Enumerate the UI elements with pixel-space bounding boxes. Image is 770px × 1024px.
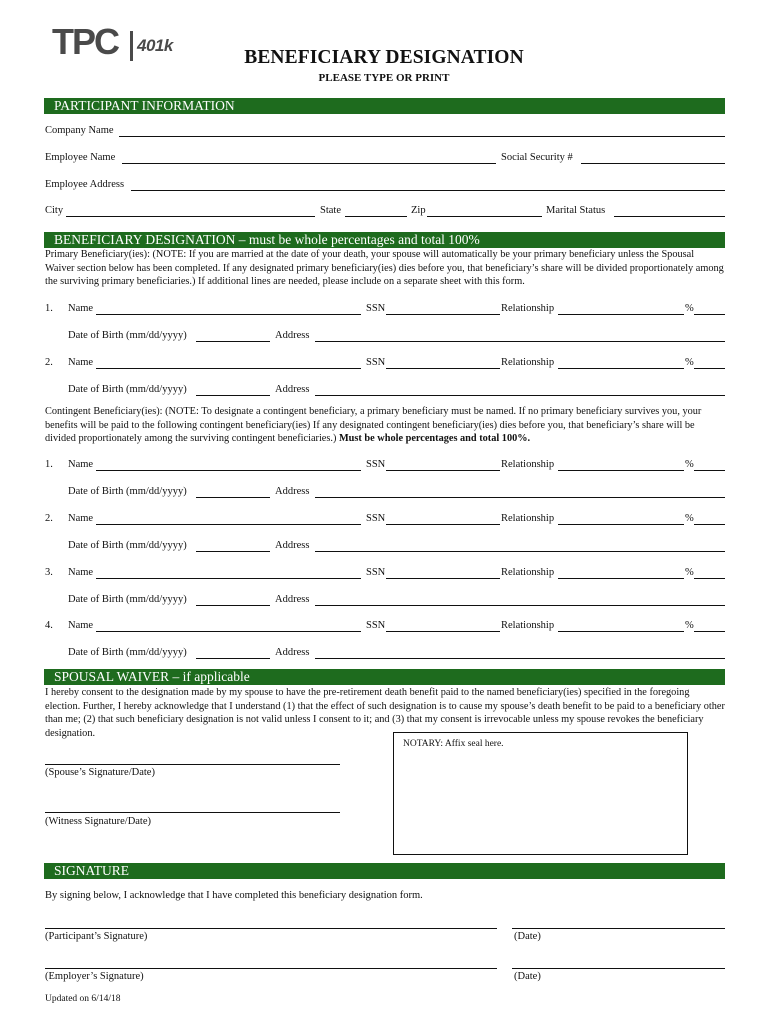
contingent-1-dob-field[interactable]: [196, 497, 270, 498]
primary-1-relationship-field[interactable]: [558, 314, 684, 315]
contingent-1-address-field[interactable]: [315, 497, 725, 498]
primary-2-address-field[interactable]: [315, 395, 725, 396]
contingent-4-dob-label: Date of Birth (mm/dd/yyyy): [68, 647, 187, 658]
section-beneficiary-heading: BENEFICIARY DESIGNATION – must be whole percentages and total 100%: [44, 232, 725, 248]
contingent-3-dob-label: Date of Birth (mm/dd/yyyy): [68, 594, 187, 605]
contingent-3-address-field[interactable]: [315, 605, 725, 606]
spousal-waiver-text: I hereby consent to the designation made by my spouse to have the pre-retirement death benefit paid to the named beneficiary(ies) specified in the foregoing election. Further, I hereby acknowledge that I understand (1) that the effect of such designation is to cause my spouse’s death benefit to be paid to a beneficiary other than me; (2) that such beneficiary designation is not valid unless I consent to it; and (3) that my consent is irrevocable unless my spouse revokes the beneficiary designation.: [45, 687, 725, 739]
contingent-4-number: 4.: [45, 620, 53, 631]
logo-divider: [130, 31, 133, 61]
contingent-2-dob-label: Date of Birth (mm/dd/yyyy): [68, 540, 187, 551]
contingent-3-percent-label: %: [685, 567, 694, 578]
employer-date-label: (Date): [514, 971, 541, 982]
contingent-1-ssn-label: SSN: [366, 459, 386, 470]
updated-date: Updated on 6/14/18: [45, 994, 121, 1004]
primary-1-relationship-label: Relationship: [501, 303, 555, 314]
marital-status-field[interactable]: [614, 216, 725, 217]
contingent-2-address-field[interactable]: [315, 551, 725, 552]
primary-2-number: 2.: [45, 357, 53, 368]
primary-2-dob-label: Date of Birth (mm/dd/yyyy): [68, 384, 187, 395]
contingent-4-relationship-label: Relationship: [501, 620, 555, 631]
primary-2-ssn-label: SSN: [366, 357, 386, 368]
contingent-2-relationship-field[interactable]: [558, 524, 684, 525]
notary-label: NOTARY: Affix seal here.: [403, 739, 504, 749]
contingent-3-name-field[interactable]: [96, 578, 361, 579]
state-field[interactable]: [345, 216, 407, 217]
contingent-note-bold: Must be whole percentages and total 100%.: [338, 433, 531, 445]
employee-name-field[interactable]: [122, 163, 496, 164]
contingent-1-number: 1.: [45, 459, 53, 470]
contingent-4-percent-label: %: [685, 620, 694, 631]
contingent-1-relationship-field[interactable]: [558, 470, 684, 471]
primary-1-percent-field[interactable]: [694, 314, 725, 315]
primary-2-percent-label: %: [685, 357, 694, 368]
contingent-3-relationship-label: Relationship: [501, 567, 555, 578]
contingent-4-ssn-label: SSN: [366, 620, 386, 631]
city-label: City: [45, 205, 64, 216]
contingent-1-dob-label: Date of Birth (mm/dd/yyyy): [68, 486, 187, 497]
participant-date-label: (Date): [514, 931, 541, 942]
contingent-3-address-label: Address: [275, 594, 310, 605]
contingent-2-name-field[interactable]: [96, 524, 361, 525]
employer-date-line[interactable]: [512, 968, 725, 969]
spouse-signature-line[interactable]: [45, 764, 340, 765]
primary-1-ssn-field[interactable]: [386, 314, 500, 315]
zip-label: Zip: [411, 205, 426, 216]
witness-signature-line[interactable]: [45, 812, 340, 813]
contingent-3-number: 3.: [45, 567, 53, 578]
contingent-4-relationship-field[interactable]: [558, 631, 684, 632]
primary-2-name-label: Name: [68, 357, 94, 368]
employee-address-field[interactable]: [131, 190, 725, 191]
contingent-2-ssn-field[interactable]: [386, 524, 500, 525]
company-name-field[interactable]: [119, 136, 725, 137]
contingent-1-relationship-label: Relationship: [501, 459, 555, 470]
marital-status-label: Marital Status: [546, 205, 606, 216]
contingent-4-ssn-field[interactable]: [386, 631, 500, 632]
primary-2-relationship-label: Relationship: [501, 357, 555, 368]
primary-beneficiary-note: Primary Beneficiary(ies): (NOTE: If you are married at the date of your death, your spouse will automatically be your primary beneficiary unless the Spousal Waiver section below has been completed. If any designated primary beneficiary(ies) dies before you, that beneficiary’s share will be divided proportionately among the surviving primary beneficiaries.) If additional lines are needed, please include on a separate sheet with this form.: [45, 249, 724, 288]
spouse-signature-label: (Spouse’s Signature/Date): [45, 767, 155, 778]
primary-1-percent-label: %: [685, 303, 694, 314]
contingent-1-name-field[interactable]: [96, 470, 361, 471]
contingent-1-name-label: Name: [68, 459, 94, 470]
contingent-4-dob-field[interactable]: [196, 658, 270, 659]
primary-1-number: 1.: [45, 303, 53, 314]
zip-field[interactable]: [427, 216, 542, 217]
contingent-note-text: Contingent Beneficiary(ies): (NOTE: To designate a contingent beneficiary, a primary beneficiary must be named. If no primary beneficiary survives you, your benefits will be paid to the following contingent beneficiary(ies) If any designated contingent beneficiary(ies) dies before you, that beneficiary’s share will be divided proportionately among the surviving contingent beneficiaries.): [45, 406, 702, 445]
state-label: State: [320, 205, 341, 216]
employee-name-label: Employee Name: [45, 152, 116, 163]
employer-signature-label: (Employer’s Signature): [45, 971, 144, 982]
primary-2-dob-field[interactable]: [196, 395, 270, 396]
participant-signature-label: (Participant’s Signature): [45, 931, 148, 942]
primary-2-ssn-field[interactable]: [386, 368, 500, 369]
contingent-2-relationship-label: Relationship: [501, 513, 555, 524]
contingent-3-ssn-label: SSN: [366, 567, 386, 578]
contingent-1-ssn-field[interactable]: [386, 470, 500, 471]
contingent-3-ssn-field[interactable]: [386, 578, 500, 579]
section-signature-heading: SIGNATURE: [44, 863, 725, 879]
company-name-label: Company Name: [45, 125, 114, 136]
participant-signature-line[interactable]: [45, 928, 497, 929]
contingent-1-address-label: Address: [275, 486, 310, 497]
primary-1-address-field[interactable]: [315, 341, 725, 342]
logo-tpc: TPC: [52, 21, 118, 62]
contingent-2-dob-field[interactable]: [196, 551, 270, 552]
primary-1-dob-label: Date of Birth (mm/dd/yyyy): [68, 330, 187, 341]
primary-2-name-field[interactable]: [96, 368, 361, 369]
primary-2-relationship-field[interactable]: [558, 368, 684, 369]
contingent-beneficiary-note: [45, 405, 725, 446]
signature-acknowledgement: By signing below, I acknowledge that I have completed this beneficiary designation form.: [45, 890, 423, 901]
contingent-3-percent-field[interactable]: [694, 578, 725, 579]
contingent-4-address-label: Address: [275, 647, 310, 658]
primary-1-name-field[interactable]: [96, 314, 361, 315]
contingent-2-percent-field[interactable]: [694, 524, 725, 525]
primary-1-address-label: Address: [275, 330, 310, 341]
logo-401k: 401k: [137, 36, 173, 55]
primary-1-ssn-label: SSN: [366, 303, 386, 314]
contingent-4-name-label: Name: [68, 620, 94, 631]
employee-address-label: Employee Address: [45, 179, 125, 190]
contingent-2-number: 2.: [45, 513, 53, 524]
contingent-1-percent-label: %: [685, 459, 694, 470]
employer-signature-line[interactable]: [45, 968, 497, 969]
contingent-4-name-field[interactable]: [96, 631, 361, 632]
contingent-2-address-label: Address: [275, 540, 310, 551]
participant-ssn-label: Social Security #: [501, 152, 573, 163]
contingent-2-name-label: Name: [68, 513, 94, 524]
primary-2-address-label: Address: [275, 384, 310, 395]
participant-ssn-field[interactable]: [581, 163, 725, 164]
witness-signature-label: (Witness Signature/Date): [45, 816, 152, 827]
contingent-4-address-field[interactable]: [315, 658, 725, 659]
contingent-4-percent-field[interactable]: [694, 631, 725, 632]
contingent-3-dob-field[interactable]: [196, 605, 270, 606]
contingent-2-percent-label: %: [685, 513, 694, 524]
contingent-3-name-label: Name: [68, 567, 94, 578]
page-title: BENEFICIARY DESIGNATION: [244, 47, 524, 68]
contingent-1-percent-field[interactable]: [694, 470, 725, 471]
city-field[interactable]: [66, 216, 315, 217]
page-subtitle: PLEASE TYPE OR PRINT: [318, 72, 450, 84]
participant-date-line[interactable]: [512, 928, 725, 929]
contingent-2-ssn-label: SSN: [366, 513, 386, 524]
section-participant-heading: PARTICIPANT INFORMATION: [44, 98, 725, 114]
notary-seal-box: [393, 732, 688, 855]
section-spousal-waiver-heading: SPOUSAL WAIVER – if applicable: [44, 669, 725, 685]
primary-1-dob-field[interactable]: [196, 341, 270, 342]
primary-1-name-label: Name: [68, 303, 94, 314]
contingent-3-relationship-field[interactable]: [558, 578, 684, 579]
primary-2-percent-field[interactable]: [694, 368, 725, 369]
